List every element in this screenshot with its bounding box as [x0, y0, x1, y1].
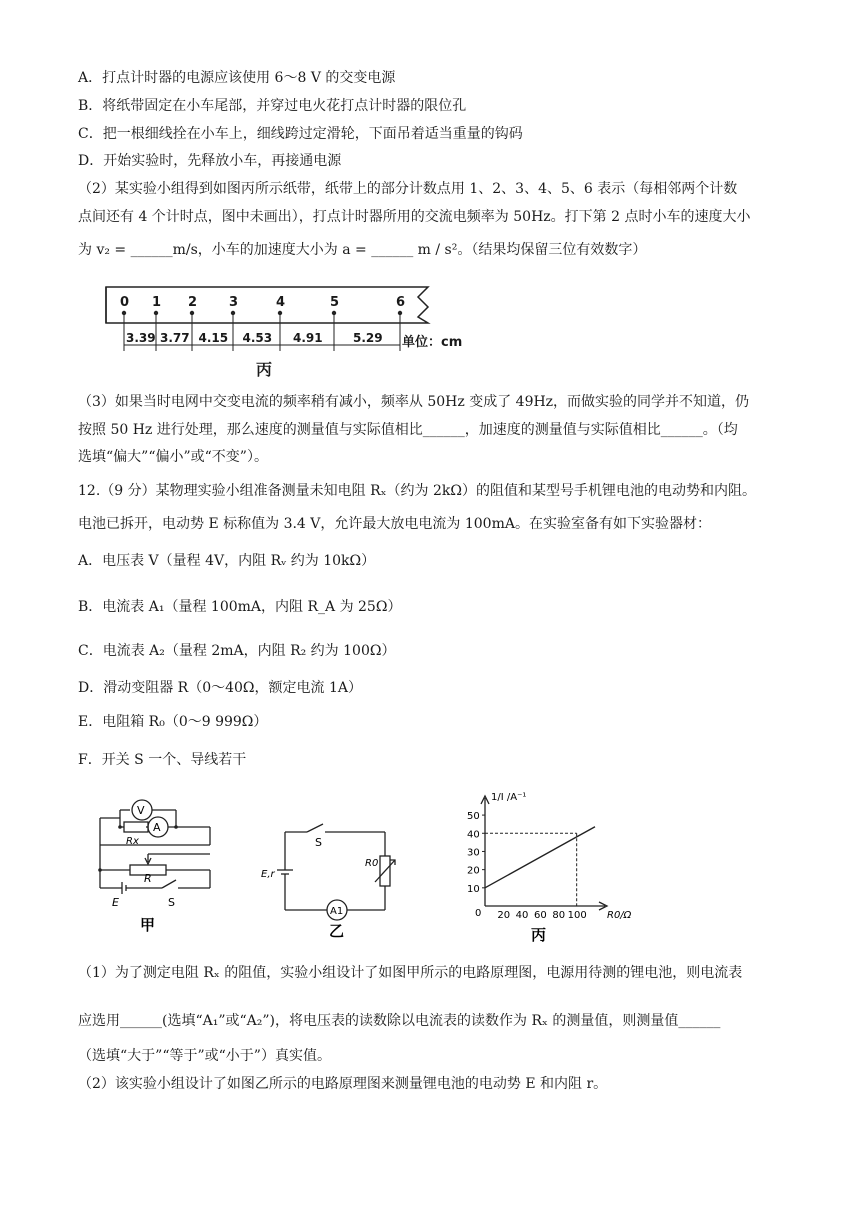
question-2-line-2: 点间还有 4 个计时点，图中未画出），打点计时器所用的交流电频率为 50Hz。打下第 2 点时小车的速度大小 [78, 209, 751, 225]
tape-point-label-5: 5 [330, 295, 340, 310]
option-c-text: C．把一根细线拴在小车上，细线跨过定滑轮，下面吊着适当重量的钩码 [78, 126, 523, 142]
yi-caption: 乙 [329, 922, 345, 940]
graph-origin-label: 0 [475, 908, 482, 919]
jia-caption: 甲 [140, 916, 156, 934]
tape-point-label-0: 0 [120, 295, 130, 310]
graph-xtick-20: 20 [497, 910, 511, 921]
jia-voltmeter-label: V [137, 804, 145, 817]
tape-unit-label: 单位：cm [402, 335, 463, 350]
question-3-line-1: （3）如果当时电网中交变电流的频率稍有减小，频率从 50Hz 变成了 49Hz，而做实验的同学并不知道，仍 [78, 394, 750, 410]
tape-point-label-3: 3 [229, 295, 239, 310]
paper-tape-figure [100, 283, 480, 383]
equipment-b: B．电流表 A₁（量程 100mA，内阻 R_A 为 25Ω） [78, 599, 402, 615]
yi-r0-label: R0 [365, 858, 379, 869]
graph-ytick-50: 50 [467, 811, 480, 823]
graph-xtick-60: 60 [534, 910, 547, 921]
tape-segment-5: 4.91 [293, 331, 323, 345]
tape-point-label-1: 1 [152, 295, 162, 310]
question-2-line-1: （2）某实验小组得到如图丙所示纸带，纸带上的部分计数点用 1、2、3、4、5、6 表示（每相邻两个计数 [78, 181, 738, 197]
equipment-f: F．开关 S 一个、导线若干 [78, 752, 247, 768]
jia-s-label: S [168, 896, 175, 909]
graph-ytick-40: 40 [467, 829, 480, 841]
problem-12-line-1: 12.（9 分）某物理实验小组准备测量未知电阻 Rₓ（约为 2kΩ）的阻值和某型号手机锂电池的电动势和内阻。 [78, 483, 756, 499]
tape-caption: 丙 [256, 360, 273, 379]
option-a-text: A．打点计时器的电源应该使用 6～8 V 的交变电源 [78, 70, 396, 86]
jia-rx-label: Rx [126, 836, 139, 847]
graph-caption: 丙 [531, 926, 547, 944]
graph-ytick-10: 10 [467, 883, 480, 895]
tape-dot-0 [122, 311, 126, 315]
circuit-yi-figure [255, 820, 405, 945]
jia-e-label: E [112, 896, 119, 909]
tape-point-label-4: 4 [276, 295, 286, 310]
yi-er-label: E,r [261, 869, 275, 880]
jia-ammeter-label: A [153, 821, 161, 834]
problem-12-line-2: 电池已拆开，电动势 E 标称值为 3.4 V，允许最大放电电流为 100mA。在实验室备有如下实验器材： [78, 516, 711, 532]
equipment-e: E．电阻箱 R₀（0～9 999Ω） [78, 714, 268, 730]
question-3-line-2: 按照 50 Hz 进行处理，那么速度的测量值与实际值相比______，加速度的测量值与实际值相比______。（均 [78, 422, 738, 438]
sub-2-line-1: （2）该实验小组设计了如图乙所示的电路原理图来测量锂电池的电动势 E 和内阻 r。 [78, 1076, 608, 1092]
circuit-jia-figure [90, 790, 220, 940]
tape-segment-2: 3.77 [160, 331, 190, 345]
tape-point-label-6: 6 [396, 295, 406, 310]
tape-dot-5 [332, 311, 336, 315]
equipment-c: C．电流表 A₂（量程 2mA，内阻 R₂ 约为 100Ω） [78, 643, 396, 659]
tape-dot-1 [154, 311, 158, 315]
tape-dot-6 [398, 311, 402, 315]
option-b-text: B．将纸带固定在小车尾部，并穿过电火花打点计时器的限位孔 [78, 98, 467, 114]
tape-segment-6: 5.29 [353, 331, 383, 345]
question-3-line-3: 选填“偏大”“偏小”或“不变”）。 [78, 449, 268, 465]
graph-ytick-20: 20 [467, 865, 480, 877]
sub-1-line-3: （选填“大于”“等于”或“小于”）真实值。 [78, 1048, 331, 1064]
option-d-text: D．开始实验时，先释放小车，再接通电源 [78, 153, 342, 169]
tape-segment-4: 4.53 [242, 331, 273, 345]
sub-1-line-2: 应选用______(选填“A₁”或“A₂”)，将电压表的读数除以电流表的读数作为 Rₓ 的测量值，则测量值______ [78, 1013, 721, 1029]
equipment-d: D．滑动变阻器 R（0～40Ω，额定电流 1A） [78, 680, 363, 696]
tape-segment-1: 3.39 [126, 331, 156, 345]
yi-a1-label: A1 [330, 906, 344, 917]
graph-xtick-40: 40 [515, 910, 529, 921]
sub-1-line-1: （1）为了测定电阻 Rₓ 的阻值，实验小组设计了如图甲所示的电路原理图，电源用待测的锂电池，则电流表 [78, 965, 743, 981]
graph-xtick-100: 100 [567, 910, 587, 921]
tape-dot-3 [231, 311, 235, 315]
tape-dot-2 [190, 311, 194, 315]
yi-s-label: S [315, 836, 322, 849]
tape-dot-4 [278, 311, 282, 315]
tape-point-label-2: 2 [188, 295, 198, 310]
jia-r-label: R [144, 872, 152, 885]
graph-xtick-80: 80 [552, 910, 566, 921]
graph-ytick-30: 30 [467, 847, 480, 859]
equipment-a: A．电压表 V（量程 4V，内阻 Rᵥ 约为 10kΩ） [78, 553, 376, 569]
graph-bing-figure [455, 788, 645, 948]
graph-series-line [485, 827, 595, 888]
graph-y-axis-label: 1/I /A⁻¹ [491, 792, 527, 803]
tape-segment-3: 4.15 [198, 331, 229, 345]
graph-x-axis-label: R0/Ω [607, 910, 632, 921]
question-2-line-3: 为 v₂ = ______m/s，小车的加速度大小为 a = ______ m / s²。（结果均保留三位有效数字） [78, 242, 647, 258]
